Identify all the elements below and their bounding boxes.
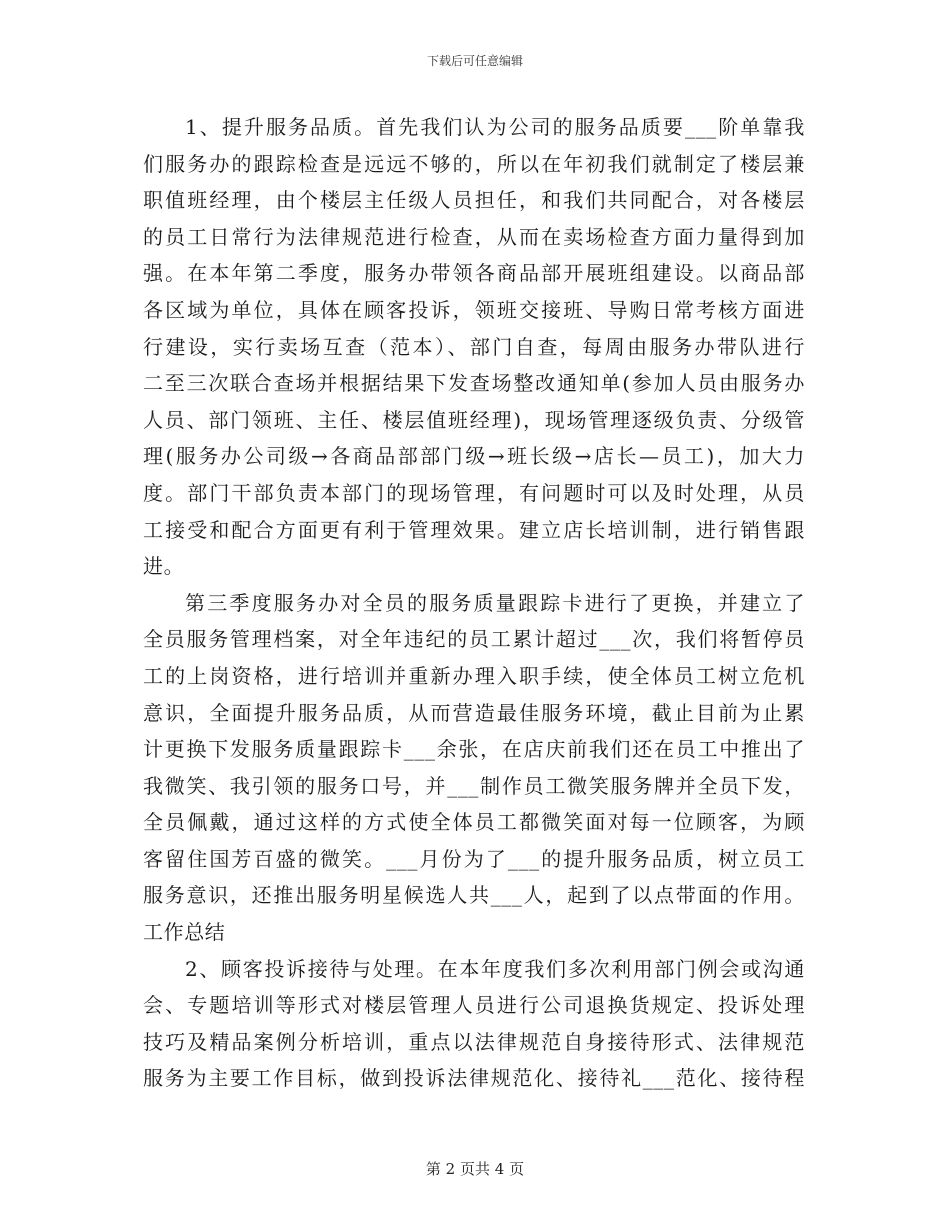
text-line: 全员佩戴，通过这样的方式使全体员工都微笑面对每一位顾客，为顾 <box>143 810 805 835</box>
text-line: 计更换下发服务质量跟踪卡___余张，在店庆前我们还在员工中推出了 <box>143 737 805 762</box>
text-line: 工的上岗资格，进行培训并重新办理入职手续，使全体员工树立危机 <box>143 663 805 688</box>
text-line: 服务为主要工作目标，做到投诉法律规范化、接待礼___范化、接待程 <box>143 1066 805 1091</box>
document-body <box>143 109 805 1097</box>
page-header: 下载后可任意编辑 <box>426 54 523 68</box>
text-line: 会、专题培训等形式对楼层管理人员进行公司退换货规定、投诉处理 <box>143 993 805 1018</box>
page-footer: 第 2 页共 4 页 <box>425 1160 525 1178</box>
text-line: 们服务办的跟踪检查是远远不够的，所以在年初我们就制定了楼层兼 <box>143 151 805 176</box>
text-line: 服务意识，还推出服务明星候选人共___人，起到了以点带面的作用。 <box>143 883 805 908</box>
text-line: 职值班经理，由个楼层主任级人员担任，和我们共同配合，对各楼层 <box>143 188 805 213</box>
text-line: 二至三次联合查场并根据结果下发查场整改通知单(参加人员由服务办 <box>143 371 805 396</box>
text-line: 2、顾客投诉接待与处理。在本年度我们多次利用部门例会或沟通 <box>185 956 805 981</box>
text-line: 工作总结 <box>143 920 226 945</box>
text-line: 技巧及精品案例分析培训，重点以法律规范自身接待形式、法律规范 <box>143 1029 805 1054</box>
text-line: 行建设，实行卖场互查（范本）、部门自查，每周由服务办带队进行 <box>143 334 805 359</box>
text-line: 进。 <box>143 554 185 579</box>
text-line: 意识，全面提升服务品质，从而营造最佳服务环境，截止目前为止累 <box>143 700 805 725</box>
text-line: 工接受和配合方面更有利于管理效果。建立店长培训制，进行销售跟 <box>143 517 805 542</box>
text-line: 我微笑、我引领的服务口号，并___制作员工微笑服务牌并全员下发， <box>143 773 805 798</box>
text-line: 度。部门干部负责本部门的现场管理，有问题时可以及时处理，从员 <box>143 480 805 505</box>
text-line: 客留住国芳百盛的微笑。___月份为了___的提升服务品质，树立员工 <box>143 846 805 871</box>
text-line: 的员工日常行为法律规范进行检查，从而在卖场检查方面力量得到加 <box>143 224 805 249</box>
text-line: 人员、部门领班、主任、楼层值班经理)，现场管理逐级负责、分级管 <box>143 407 805 432</box>
text-line: 全员服务管理档案，对全年违纪的员工累计超过___次，我们将暂停员 <box>143 627 805 652</box>
text-line: 第三季度服务办对全员的服务质量跟踪卡进行了更换，并建立了 <box>185 590 805 615</box>
text-line: 强。在本年第二季度，服务办带领各商品部开展班组建设。以商品部 <box>143 261 805 286</box>
text-line: 各区域为单位，具体在顾客投诉，领班交接班、导购日常考核方面进 <box>143 297 805 322</box>
text-line: 理(服务办公司级→各商品部部门级→班长级→店长—员工)，加大力 <box>143 444 805 469</box>
text-line: 1、提升服务品质。首先我们认为公司的服务品质要___阶单靠我 <box>185 115 805 139</box>
